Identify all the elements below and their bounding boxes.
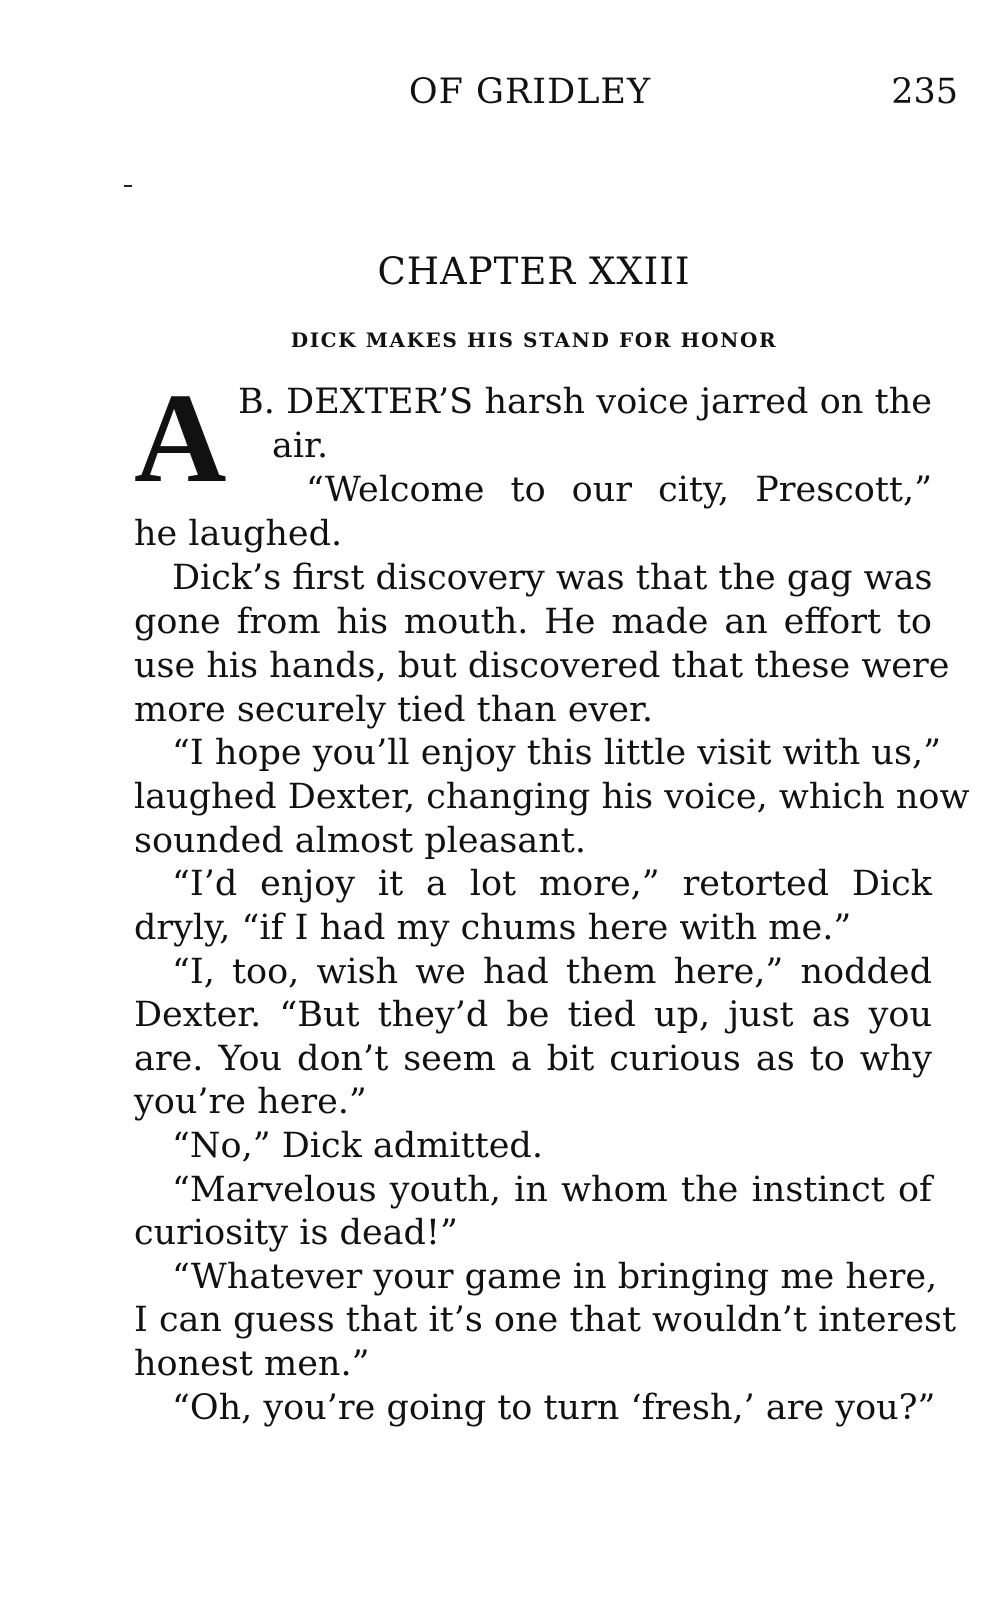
text-line: he laughed. <box>134 514 343 554</box>
text-line: you’re here.” <box>134 1082 367 1122</box>
text-line: “Whatever your game in bringing me here, <box>172 1257 938 1297</box>
running-head <box>0 72 1000 116</box>
text-line: gone from his mouth. He made an effort to <box>134 602 932 642</box>
text-line: I can guess that it’s one that wouldn’t interest <box>134 1300 957 1340</box>
text-line: “Marvelous youth, in whom the instinct of <box>172 1170 932 1210</box>
text-line: “No,” Dick admitted. <box>172 1126 543 1166</box>
running-title: OF GRIDLEY <box>408 72 652 112</box>
chapter-heading: CHAPTER XXIII <box>377 250 691 293</box>
text-line: more securely tied than ever. <box>134 690 654 730</box>
text-line: laughed Dexter, changing his voice, which now <box>134 777 970 817</box>
page-number: 235 <box>891 72 958 112</box>
print-speck <box>124 185 132 187</box>
text-line: are. You don’t seem a bit curious as to why <box>134 1039 932 1079</box>
chapter-subtitle: DICK MAKES HIS STAND FOR HONOR <box>290 328 778 352</box>
text-line: air. <box>272 426 329 466</box>
drop-cap: A <box>134 367 227 509</box>
text-line: “I’d enjoy it a lot more,” retorted Dick <box>172 864 932 904</box>
text-line: honest men.” <box>134 1344 370 1384</box>
text-line: “Oh, you’re going to turn ‘fresh,’ are you?” <box>172 1388 936 1428</box>
text-line: use his hands, but discovered that these were <box>134 646 950 686</box>
text-line: “Welcome to our city, Prescott,” <box>306 470 932 510</box>
text-line: “I, too, wish we had them here,” nodded <box>172 952 932 992</box>
text-line: Dexter. “But they’d be tied up, just as you <box>134 995 932 1035</box>
text-line: curiosity is dead!” <box>134 1213 458 1253</box>
text-line: dryly, “if I had my chums here with me.” <box>134 908 852 948</box>
text-line: “I hope you’ll enjoy this little visit with us,” <box>172 733 941 773</box>
text-line: Dick’s first discovery was that the gag was <box>172 558 933 598</box>
text-line: sounded almost pleasant. <box>134 821 586 861</box>
text-line: B. DEXTER’S harsh voice jarred on the <box>238 382 932 422</box>
